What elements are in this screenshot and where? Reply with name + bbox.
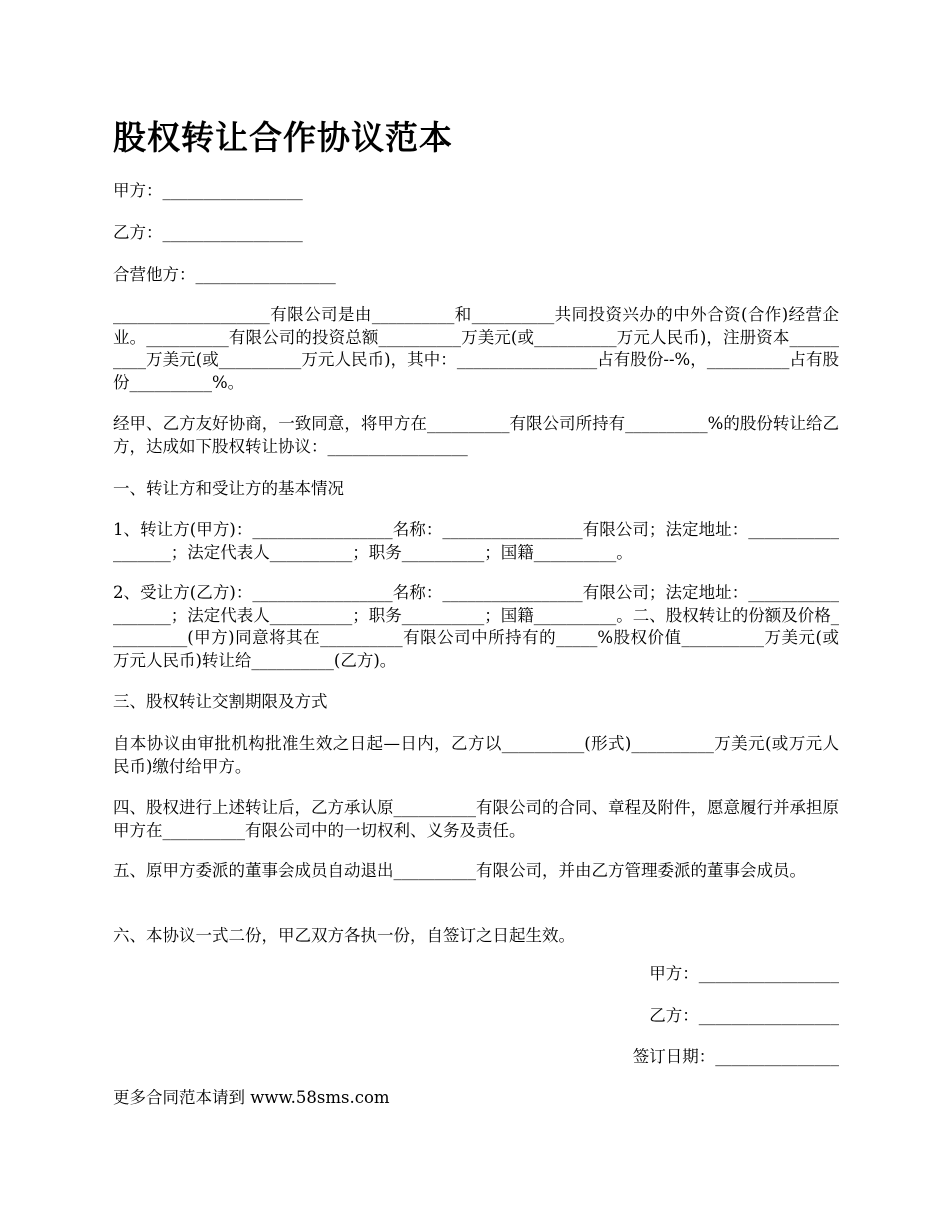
payment-paragraph: 自本协议由审批机构批准生效之日起—日内，乙方以__________(形式)__________万美元(或万元人民币)缴付给甲方。	[113, 734, 839, 776]
document-title: 股权转让合作协议范本	[113, 118, 453, 157]
section-6-paragraph: 六、本协议一式二份，甲乙双方各执一份，自签订之日起生效。	[113, 926, 575, 945]
party-b-line: 乙方：_________________	[113, 223, 303, 242]
section-4-paragraph: 四、股权进行上述转让后，乙方承认原__________有限公司的合同、章程及附件，愿意履行并承担原甲方在__________有限公司中的一切权利、义务及责任。	[113, 798, 839, 840]
party-a-line: 甲方：_________________	[113, 181, 303, 200]
other-party-line: 合营他方：_________________	[113, 265, 336, 284]
signature-party-a: 甲方：_________________	[649, 964, 839, 983]
transferor-paragraph: 1、转让方(甲方)：_________________名称：_________________有限公司；法定地址：__________________；法定代表人__________；职务__________；国籍__________。	[113, 520, 839, 562]
signature-date: 签订日期：_______________	[632, 1047, 839, 1066]
transferee-paragraph: 2、受让方(乙方)：_________________名称：_________________有限公司；法定地址：__________________；法定代表人__________；职务__________；国籍__________。二、股权转让的份额及价格__________(甲方)同意将其在__________有限公司中所持有的_____%股权价值__________万美元(或万元人民币)转让给__________(乙方)。	[113, 583, 839, 670]
section-3-heading: 三、股权转让交割期限及方式	[113, 692, 328, 711]
section-5-paragraph: 五、原甲方委派的董事会成员自动退出__________有限公司，并由乙方管理委派的董事会成员。	[113, 861, 806, 880]
intro-paragraph: ___________________有限公司是由__________和__________共同投资兴办的中外合资(合作)经营企业。__________有限公司的投资总额__________万美元(或__________万元人民币)，注册资本__________万美元(或__________万元人民币)，其中：_________________占有股份--%，__________占有股份__________%。	[113, 305, 839, 392]
signature-party-b: 乙方：_________________	[649, 1006, 839, 1025]
agreement-paragraph: 经甲、乙方友好协商，一致同意，将甲方在__________有限公司所持有__________%的股份转让给乙方，达成如下股权转让协议：_________________	[113, 414, 839, 456]
section-1-heading: 一、转让方和受让方的基本情况	[113, 479, 344, 498]
footer-link-text: 更多合同范本请到 www.58sms.com	[113, 1088, 390, 1107]
